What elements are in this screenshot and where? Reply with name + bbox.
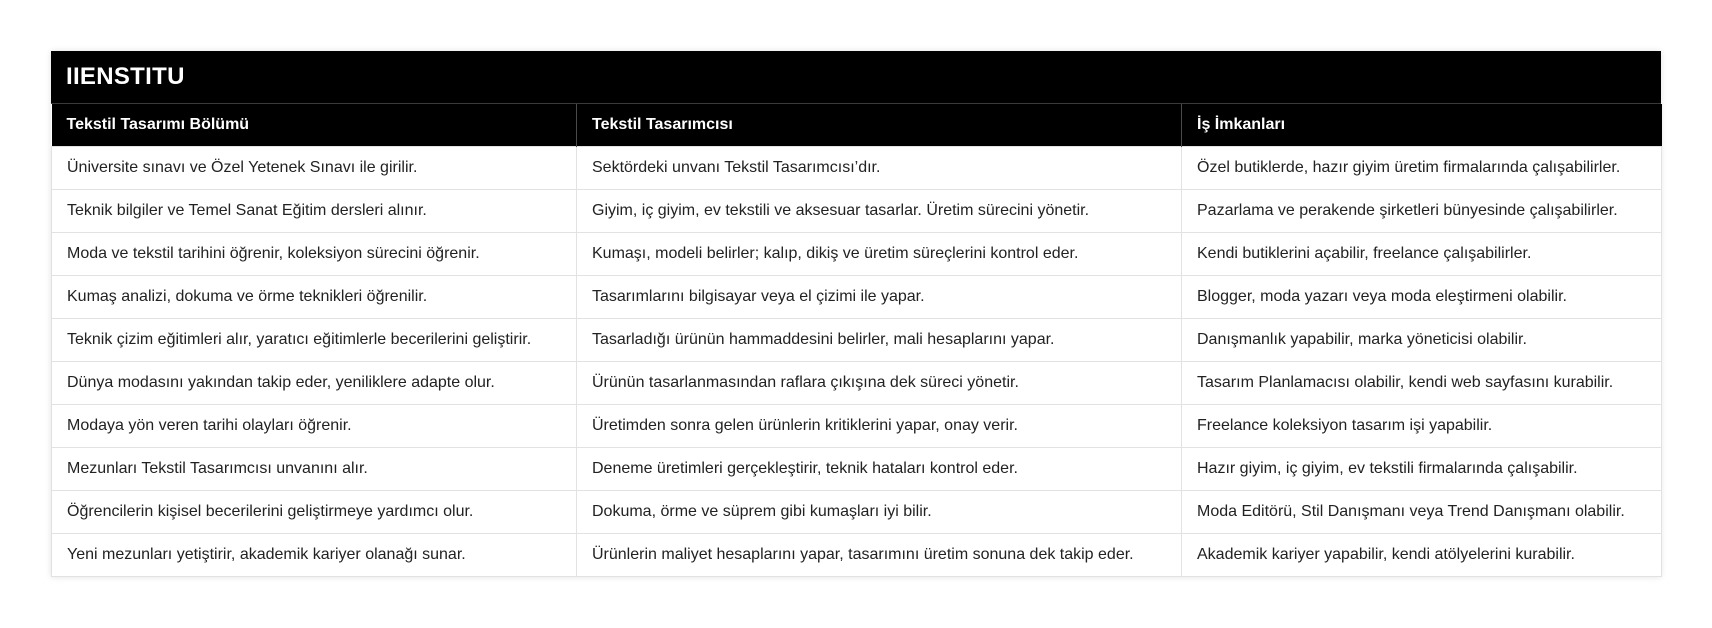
comparison-table-card <box>51 51 1661 577</box>
table-cell: Hazır giyim, iç giyim, ev tekstili firmalarında çalışabilir. <box>1182 448 1662 491</box>
table-cell: Danışmanlık yapabilir, marka yöneticisi olabilir. <box>1182 319 1662 362</box>
table-row <box>52 233 1662 276</box>
brand-header <box>51 51 1661 104</box>
table-cell: Dünya modasını yakından takip eder, yeniliklere adapte olur. <box>52 362 577 405</box>
table-cell: Ürünün tasarlanmasından raflara çıkışına dek süreci yönetir. <box>577 362 1182 405</box>
table-cell: Moda ve tekstil tarihini öğrenir, koleksiyon sürecini öğrenir. <box>52 233 577 276</box>
table-row <box>52 448 1662 491</box>
column-header-designer: Tekstil Tasarımcısı <box>577 104 1182 147</box>
table-cell: Kumaş analizi, dokuma ve örme teknikleri öğrenilir. <box>52 276 577 319</box>
table-cell: Moda Editörü, Stil Danışmanı veya Trend Danışmanı olabilir. <box>1182 491 1662 534</box>
table-cell: Blogger, moda yazarı veya moda eleştirmeni olabilir. <box>1182 276 1662 319</box>
comparison-table <box>51 104 1662 577</box>
table-cell: Yeni mezunları yetiştirir, akademik kariyer olanağı sunar. <box>52 534 577 577</box>
table-row <box>52 147 1662 190</box>
table-row <box>52 362 1662 405</box>
table-cell: Ürünlerin maliyet hesaplarını yapar, tasarımını üretim sonuna dek takip eder. <box>577 534 1182 577</box>
table-cell: Modaya yön veren tarihi olayları öğrenir. <box>52 405 577 448</box>
table-body <box>52 147 1662 577</box>
table-cell: Kendi butiklerini açabilir, freelance çalışabilirler. <box>1182 233 1662 276</box>
table-cell: Giyim, iç giyim, ev tekstili ve aksesuar tasarlar. Üretim sürecini yönetir. <box>577 190 1182 233</box>
table-cell: Tasarladığı ürünün hammaddesini belirler, mali hesaplarını yapar. <box>577 319 1182 362</box>
table-cell: Üniversite sınavı ve Özel Yetenek Sınavı ile girilir. <box>52 147 577 190</box>
header-row <box>52 104 1662 147</box>
table-cell: Üretimden sonra gelen ürünlerin kritiklerini yapar, onay verir. <box>577 405 1182 448</box>
table-cell: Özel butiklerde, hazır giyim üretim firmalarında çalışabilirler. <box>1182 147 1662 190</box>
table-cell: Freelance koleksiyon tasarım işi yapabilir. <box>1182 405 1662 448</box>
table-cell: Pazarlama ve perakende şirketleri bünyesinde çalışabilirler. <box>1182 190 1662 233</box>
column-header-job-opportunities: İş İmkanları <box>1182 104 1662 147</box>
table-cell: Öğrencilerin kişisel becerilerini geliştirmeye yardımcı olur. <box>52 491 577 534</box>
table-cell: Deneme üretimleri gerçekleştirir, teknik hataları kontrol eder. <box>577 448 1182 491</box>
table-row <box>52 405 1662 448</box>
table-cell: Sektördeki unvanı Tekstil Tasarımcısı’dır. <box>577 147 1182 190</box>
table-row <box>52 534 1662 577</box>
table-cell: Mezunları Tekstil Tasarımcısı unvanını alır. <box>52 448 577 491</box>
column-header-department: Tekstil Tasarımı Bölümü <box>52 104 577 147</box>
table-cell: Akademik kariyer yapabilir, kendi atölyelerini kurabilir. <box>1182 534 1662 577</box>
table-cell: Dokuma, örme ve süprem gibi kumaşları iyi bilir. <box>577 491 1182 534</box>
table-row <box>52 276 1662 319</box>
table-cell: Teknik bilgiler ve Temel Sanat Eğitim dersleri alınır. <box>52 190 577 233</box>
table-row <box>52 319 1662 362</box>
table-cell: Tasarım Planlamacısı olabilir, kendi web sayfasını kurabilir. <box>1182 362 1662 405</box>
brand-title: IIENSTITU <box>66 63 185 90</box>
table-row <box>52 190 1662 233</box>
table-cell: Teknik çizim eğitimleri alır, yaratıcı eğitimlerle becerilerini geliştirir. <box>52 319 577 362</box>
table-header <box>52 104 1662 147</box>
table-cell: Kumaşı, modeli belirler; kalıp, dikiş ve üretim süreçlerini kontrol eder. <box>577 233 1182 276</box>
table-cell: Tasarımlarını bilgisayar veya el çizimi ile yapar. <box>577 276 1182 319</box>
table-row <box>52 491 1662 534</box>
